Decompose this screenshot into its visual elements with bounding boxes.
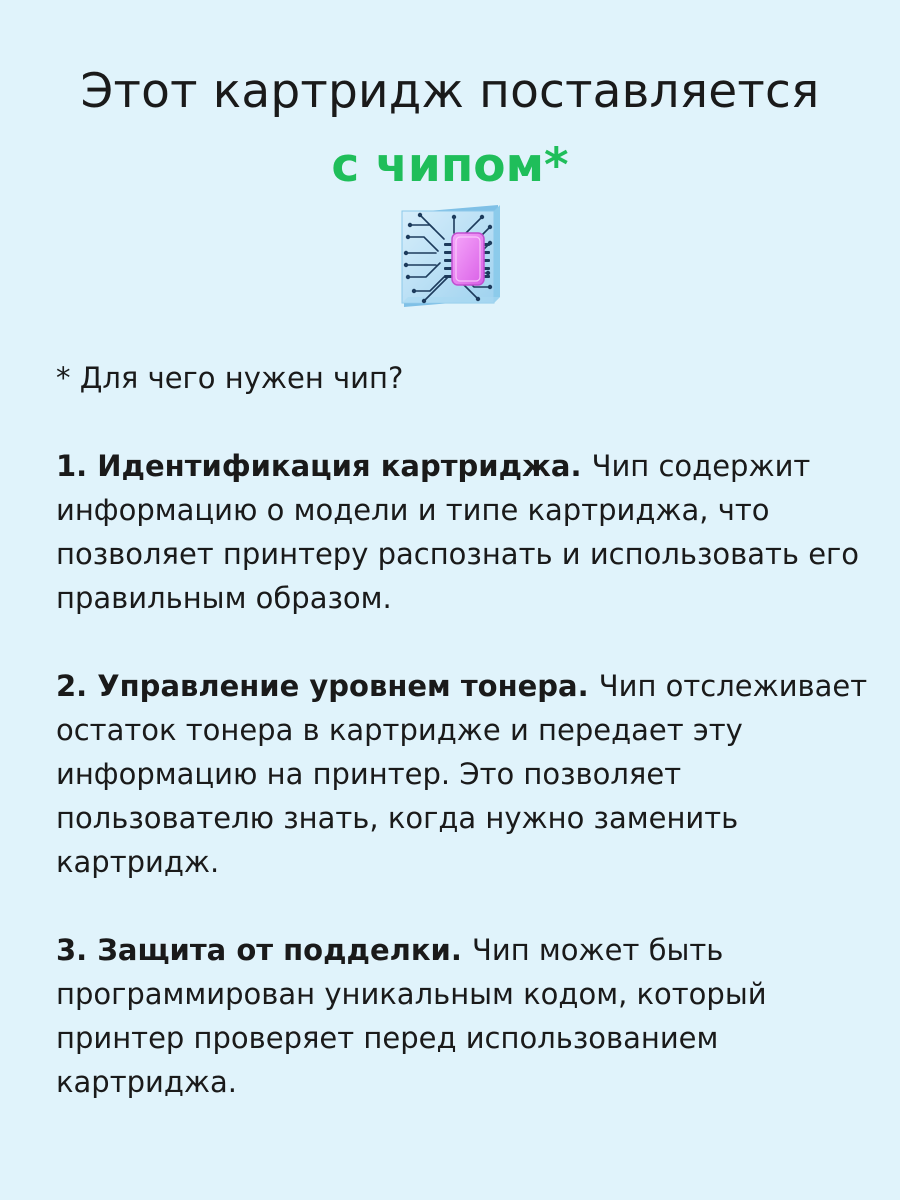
- explanation-text: [56, 356, 876, 1104]
- point-anti-counterfeit: [56, 928, 876, 1104]
- page-title: Этот картридж поставляется: [80, 64, 820, 119]
- page-subtitle: с чипом*: [331, 138, 569, 193]
- point-text: Чип отслеживает остаток тонера в картридже и передает эту информацию на принтер. Это позволяет пользователю знать, когда нужно заменить картридж.: [56, 669, 868, 879]
- point-title: 2. Управление уровнем тонера.: [56, 669, 599, 703]
- question-heading: * Для чего нужен чип?: [56, 361, 404, 395]
- point-toner-level: [56, 664, 876, 884]
- point-title: 1. Идентификация картриджа.: [56, 449, 592, 483]
- point-title: 3. Защита от подделки.: [56, 933, 472, 967]
- microchip-icon: [394, 203, 506, 315]
- point-identification: [56, 444, 876, 620]
- point-text: Чип содержит информацию о модели и типе картриджа, что позволяет принтеру распознать и использовать его правильным образом.: [56, 449, 860, 615]
- point-text: Чип может быть программирован уникальным кодом, который принтер проверяет перед использованием картриджа.: [56, 933, 767, 1099]
